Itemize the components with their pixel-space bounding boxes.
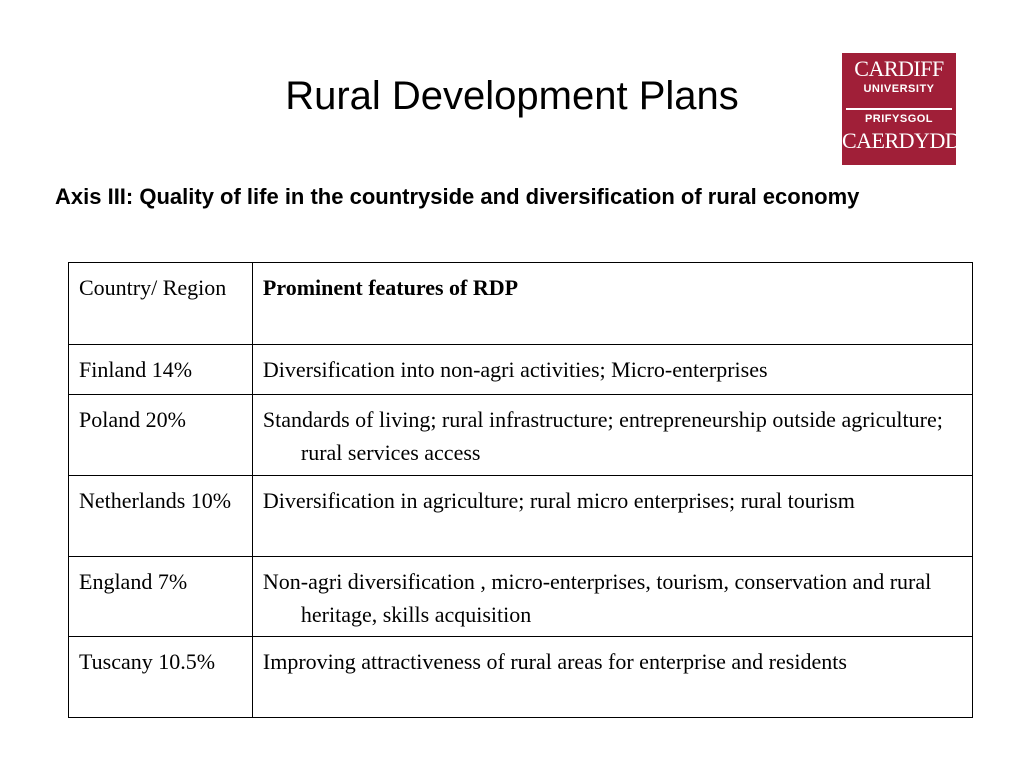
header-features-cell [252, 263, 972, 345]
country-cell [69, 637, 253, 718]
table-row [69, 345, 973, 395]
country-cell [69, 395, 253, 476]
features-cell [252, 476, 972, 557]
logo-divider [846, 108, 952, 110]
header-country-cell [69, 263, 253, 345]
cardiff-university-logo [842, 53, 961, 165]
table-header-row [69, 263, 973, 345]
table-row [69, 476, 973, 557]
features-cell [252, 557, 972, 637]
logo-cardiff-text: CARDIFF [854, 56, 944, 81]
features-text: Improving attractiveness of rural areas for enterprise and residents [262, 649, 847, 674]
features-cell [252, 637, 972, 718]
features-cell [252, 395, 972, 476]
header-features: Prominent features of RDP [262, 275, 519, 300]
country-name: Tuscany 10.5% [79, 649, 216, 674]
country-cell [69, 476, 253, 557]
table-row [69, 557, 973, 637]
country-name: Poland 20% [79, 407, 186, 432]
features-cell [252, 345, 972, 395]
rdp-table [68, 262, 973, 718]
country-name: Finland 14% [79, 357, 193, 382]
country-name: England 7% [79, 569, 188, 594]
logo-caerdydd-text: CAERDYDD [842, 128, 961, 153]
table-row [69, 637, 973, 718]
country-name: Netherlands 10% [79, 488, 232, 513]
table-row [69, 395, 973, 476]
features-text: Standards of living; rural infrastructure; entrepreneurship outside agriculture; rural services access [262, 407, 943, 465]
features-text: Diversification into non-agri activities; Micro-enterprises [262, 357, 768, 382]
slide-title: Rural Development Plans [285, 74, 739, 118]
header-country: Country/ Region [79, 275, 227, 300]
country-cell [69, 557, 253, 637]
features-text: Non-agri diversification , micro-enterprises, tourism, conservation and rural heritage, skills acquisition [262, 569, 932, 627]
slide-subtitle: Axis III: Quality of life in the countryside and diversification of rural economy [55, 184, 860, 209]
features-text: Diversification in agriculture; rural micro enterprises; rural tourism [262, 488, 855, 513]
logo-university-text: UNIVERSITY [863, 83, 935, 95]
country-cell [69, 345, 253, 395]
logo-prifysgol-text: PRIFYSGOL [864, 113, 934, 125]
